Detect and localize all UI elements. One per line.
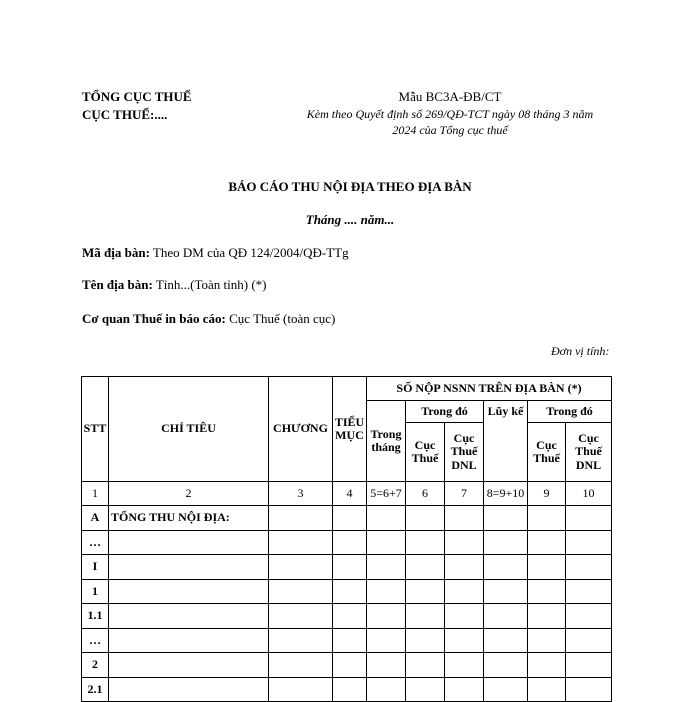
row-cell <box>484 677 528 702</box>
table-row <box>82 579 612 604</box>
row-cell <box>269 628 333 653</box>
row-cell <box>333 555 367 580</box>
row-cell <box>367 677 406 702</box>
row-cell <box>566 506 612 531</box>
header-dnl-a-3: DNL <box>451 457 477 472</box>
field-ten-label: Tên địa bàn: <box>82 277 153 292</box>
col-number: 2 <box>109 482 269 506</box>
row-cell <box>367 579 406 604</box>
row-chi-tieu <box>109 604 269 629</box>
row-cell <box>528 530 566 555</box>
row-cell <box>406 604 445 629</box>
row-cell <box>566 555 612 580</box>
report-table <box>81 376 612 702</box>
row-cell <box>333 653 367 678</box>
col-number: 7 <box>445 482 484 506</box>
row-cell <box>528 579 566 604</box>
row-cell <box>484 555 528 580</box>
row-cell <box>445 677 484 702</box>
org-line-2: CỤC THUẾ:.... <box>82 107 168 122</box>
row-cell <box>566 677 612 702</box>
row-cell <box>333 628 367 653</box>
row-cell <box>269 530 333 555</box>
row-cell <box>269 677 333 702</box>
row-stt: … <box>82 530 109 555</box>
table-row <box>82 677 612 702</box>
row-cell <box>367 506 406 531</box>
col-number: 4 <box>333 482 367 506</box>
row-cell <box>406 653 445 678</box>
row-stt: I <box>82 555 109 580</box>
header-tieu-muc-2: MỤC <box>335 428 364 442</box>
row-cell <box>445 530 484 555</box>
row-chi-tieu <box>109 653 269 678</box>
header-trong-thang-1: Trong <box>370 426 402 441</box>
row-cell <box>445 555 484 580</box>
header-tieu-muc <box>333 377 367 482</box>
table-row <box>82 506 612 531</box>
row-cell <box>484 628 528 653</box>
table-row <box>82 604 612 629</box>
col-number: 9 <box>528 482 566 506</box>
field-ten-dia-ban <box>82 277 266 293</box>
header-so-nop-group: SỐ NỘP NSNN TRÊN ĐỊA BÀN (*) <box>367 377 612 401</box>
row-cell <box>566 628 612 653</box>
col-number: 3 <box>269 482 333 506</box>
header-chi-tieu: CHỈ TIÊU <box>109 377 269 482</box>
row-cell <box>445 506 484 531</box>
col-number: 1 <box>82 482 109 506</box>
col-number: 10 <box>566 482 612 506</box>
header-cuc-thue-dnl-a <box>445 423 484 482</box>
table-row <box>82 628 612 653</box>
row-cell <box>445 579 484 604</box>
header-dnl-a-1: Cục <box>453 431 475 446</box>
row-cell <box>406 530 445 555</box>
row-cell <box>406 677 445 702</box>
field-cq-label: Cơ quan Thuế in báo cáo: <box>82 311 226 326</box>
row-cell <box>528 653 566 678</box>
header-cuc-thue-b <box>528 423 566 482</box>
header-trong-thang <box>367 401 406 482</box>
row-chi-tieu <box>109 555 269 580</box>
field-ten-value: Tỉnh...(Toàn tỉnh) (*) <box>152 277 267 292</box>
row-cell <box>484 579 528 604</box>
row-cell <box>367 628 406 653</box>
row-cell <box>566 530 612 555</box>
table-row <box>82 530 612 555</box>
report-title: BÁO CÁO THU NỘI ĐỊA THEO ĐỊA BÀN <box>228 179 472 194</box>
header-dnl-b-2: Thuế <box>575 444 602 459</box>
row-stt: … <box>82 628 109 653</box>
header-cuc-thue-a <box>406 423 445 482</box>
header-luy-ke: Lũy kế <box>484 401 528 482</box>
header-dnl-a-2: Thuế <box>450 444 478 459</box>
org-line-1: TỔNG CỤC THUẾ <box>82 89 192 104</box>
header-cuc-thue-b-2: Thuế <box>533 451 560 465</box>
row-cell <box>333 579 367 604</box>
col-number: 6 <box>406 482 445 506</box>
row-cell <box>484 653 528 678</box>
header-stt: STT <box>82 377 109 482</box>
row-cell <box>367 555 406 580</box>
form-note-line-1: Kèm theo Quyết định số 269/QĐ-TCT ngày 08 tháng 3 năm <box>306 107 594 121</box>
field-ma-value: Theo DM của QĐ 124/2004/QĐ-TTg <box>149 245 349 260</box>
row-chi-tieu <box>109 677 269 702</box>
row-stt: A <box>82 506 109 531</box>
column-number-row <box>82 482 612 506</box>
header-cuc-thue-dnl-b <box>566 423 612 482</box>
row-cell <box>445 604 484 629</box>
header-chuong: CHƯƠNG <box>269 377 333 482</box>
row-cell <box>333 506 367 531</box>
field-ma-label: Mã địa bàn: <box>82 245 150 260</box>
row-cell <box>269 555 333 580</box>
row-cell <box>445 628 484 653</box>
row-cell <box>566 579 612 604</box>
header-trong-do-1: Trong đó <box>406 401 484 423</box>
row-cell <box>566 604 612 629</box>
row-cell <box>445 653 484 678</box>
row-cell <box>333 604 367 629</box>
table-row <box>82 653 612 678</box>
col-number: 8=9+10 <box>484 482 528 506</box>
row-cell <box>269 506 333 531</box>
row-cell <box>528 506 566 531</box>
row-cell <box>528 628 566 653</box>
field-ma-dia-ban <box>82 245 349 261</box>
unit-label: Đơn vị tính: <box>551 344 610 358</box>
header-cuc-thue-a-2: Thuế <box>411 451 439 465</box>
row-cell <box>566 653 612 678</box>
row-chi-tieu <box>109 628 269 653</box>
row-cell <box>528 604 566 629</box>
field-cq-value: Cục Thuế (toàn cục) <box>225 311 336 326</box>
row-stt: 2 <box>82 653 109 678</box>
header-cuc-thue-b-1: Cục <box>536 437 557 452</box>
form-code: Mẫu BC3A-ĐB/CT <box>398 89 502 104</box>
header-dnl-b-1: Cục <box>578 431 599 446</box>
row-cell <box>528 555 566 580</box>
row-cell <box>333 530 367 555</box>
col-number: 5=6+7 <box>367 482 406 506</box>
row-cell <box>406 506 445 531</box>
row-cell <box>367 653 406 678</box>
row-stt: 2.1 <box>82 677 109 702</box>
row-chi-tieu <box>109 579 269 604</box>
row-stt: 1 <box>82 579 109 604</box>
row-cell <box>406 555 445 580</box>
row-cell <box>484 604 528 629</box>
row-cell <box>269 653 333 678</box>
row-cell <box>367 530 406 555</box>
form-note-line-2: 2024 của Tổng cục thuế <box>392 123 508 137</box>
row-cell <box>484 530 528 555</box>
row-stt: 1.1 <box>82 604 109 629</box>
row-cell <box>333 677 367 702</box>
table-body <box>82 506 612 702</box>
row-cell <box>406 628 445 653</box>
row-chi-tieu: TỔNG THU NỘI ĐỊA: <box>109 506 269 531</box>
row-cell <box>367 604 406 629</box>
header-trong-do-2: Trong đó <box>528 401 612 423</box>
row-cell <box>269 579 333 604</box>
row-cell <box>269 604 333 629</box>
row-cell <box>484 506 528 531</box>
row-chi-tieu <box>109 530 269 555</box>
header-tieu-muc-1: TIỂU <box>334 414 365 429</box>
row-cell <box>406 579 445 604</box>
report-period: Tháng .... năm... <box>305 212 395 227</box>
table-row <box>82 555 612 580</box>
field-co-quan-thue <box>82 311 335 327</box>
header-dnl-b-3: DNL <box>575 457 602 472</box>
row-cell <box>528 677 566 702</box>
header-trong-thang-2: tháng <box>371 440 401 454</box>
header-cuc-thue-a-1: Cục <box>414 437 436 452</box>
